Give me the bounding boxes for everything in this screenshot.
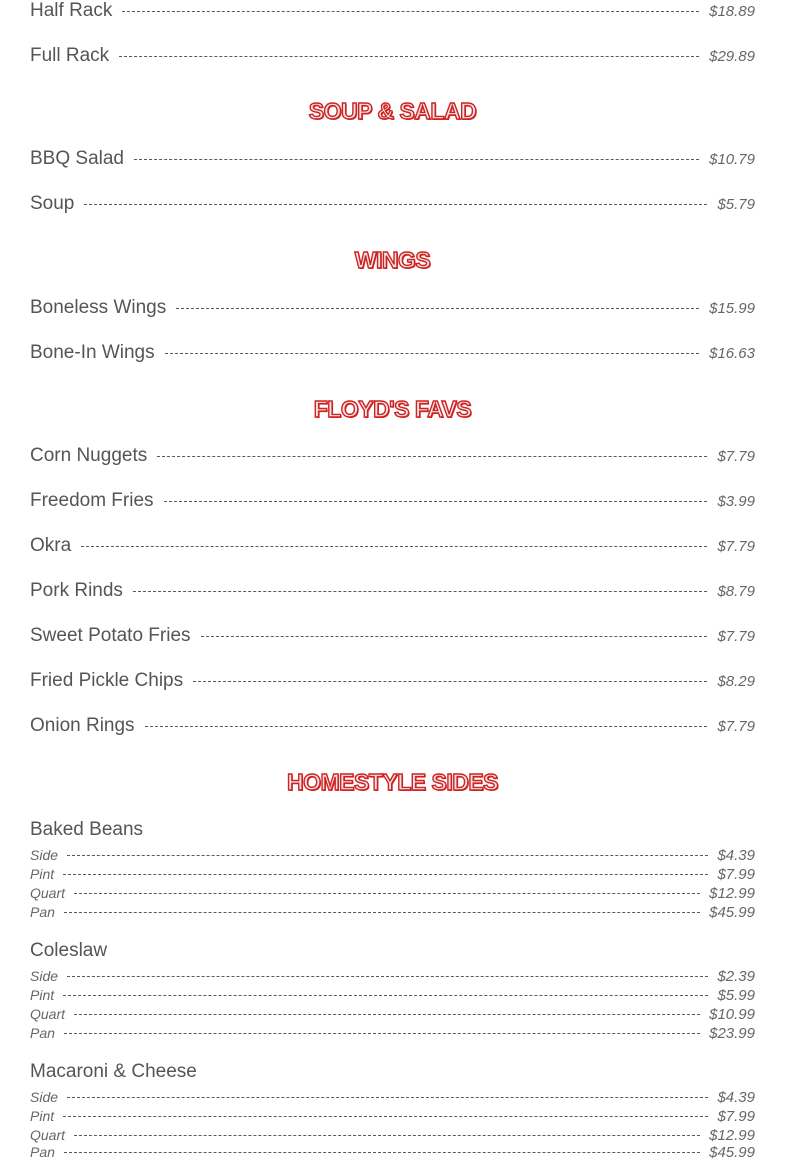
size-price: $23.99 — [709, 1024, 755, 1042]
menu-item-name: Full Rack — [30, 45, 110, 66]
menu-item-name: Corn Nuggets — [30, 445, 148, 466]
menu-item-pork-rinds — [30, 578, 755, 604]
dotted-leader — [64, 1033, 700, 1034]
size-price: $2.39 — [717, 967, 755, 985]
dotted-leader — [63, 995, 708, 996]
size-price: $12.99 — [709, 884, 755, 902]
menu-item-name: Sweet Potato Fries — [30, 625, 191, 646]
side-group-title-macaroni-cheese: Macaroni & Cheese — [30, 1061, 197, 1082]
size-price: $5.99 — [717, 986, 755, 1004]
menu-item-name: Soup — [30, 193, 75, 214]
size-price: $7.99 — [717, 865, 755, 883]
size-price: $10.99 — [709, 1005, 755, 1023]
menu-item-full-rack — [30, 43, 755, 69]
size-name: Pan — [30, 904, 55, 920]
size-name: Pan — [30, 1144, 55, 1160]
menu-item-price: $7.79 — [717, 447, 755, 465]
menu-item-price: $16.63 — [709, 344, 755, 362]
dotted-leader — [157, 456, 707, 457]
dotted-leader — [63, 1116, 708, 1117]
menu-item-bbq-salad — [30, 146, 755, 172]
dotted-leader — [164, 501, 708, 502]
menu-item-corn-nuggets — [30, 443, 755, 469]
section-title-soup-salad: SOUP & SALAD — [308, 98, 477, 124]
menu-item-price: $8.29 — [717, 672, 755, 690]
dotted-leader — [74, 1014, 700, 1015]
size-name: Pint — [30, 987, 55, 1003]
menu-item-name: Boneless Wings — [30, 297, 167, 318]
menu-item-name: Onion Rings — [30, 715, 135, 736]
dotted-leader — [81, 546, 707, 547]
section-title-homestyle-sides: HOMESTYLE SIDES — [286, 769, 499, 795]
menu-item-half-rack — [30, 0, 755, 24]
menu-item-price: $18.89 — [709, 2, 755, 20]
size-row-pan — [30, 1024, 755, 1042]
dotted-leader — [63, 874, 708, 875]
menu-item-freedom-fries — [30, 488, 755, 514]
size-row-side — [30, 967, 755, 985]
dotted-leader — [165, 353, 699, 354]
size-row-pint — [30, 1107, 755, 1125]
menu-item-bone-in-wings — [30, 340, 755, 366]
menu-item-price: $5.79 — [717, 195, 755, 213]
menu-item-name: Fried Pickle Chips — [30, 670, 184, 691]
size-price: $12.99 — [709, 1126, 755, 1144]
size-row-side — [30, 846, 755, 864]
menu-item-boneless-wings — [30, 295, 755, 321]
menu-item-price: $8.79 — [717, 582, 755, 600]
size-price: $4.39 — [717, 846, 755, 864]
menu-item-name: BBQ Salad — [30, 148, 124, 169]
side-group-title-baked-beans: Baked Beans — [30, 819, 144, 840]
side-group-title-coleslaw: Coleslaw — [30, 940, 108, 961]
dotted-leader — [74, 893, 700, 894]
menu-item-fried-pickle-chips — [30, 668, 755, 694]
menu-item-soup — [30, 191, 755, 217]
size-row-quart — [30, 1005, 755, 1023]
menu-item-name: Freedom Fries — [30, 490, 154, 511]
dotted-leader — [145, 726, 708, 727]
menu-item-price: $3.99 — [717, 492, 755, 510]
dotted-leader — [74, 1135, 700, 1136]
menu-item-price: $7.79 — [717, 717, 755, 735]
size-name: Side — [30, 968, 59, 984]
size-row-quart — [30, 1126, 755, 1144]
size-row-pan — [30, 903, 755, 921]
dotted-leader — [133, 591, 708, 592]
size-name: Quart — [30, 1127, 66, 1143]
menu-item-price: $7.79 — [717, 537, 755, 555]
menu-item-name: Okra — [30, 535, 72, 556]
menu-item-name: Pork Rinds — [30, 580, 123, 601]
menu-item-onion-rings — [30, 713, 755, 739]
menu-item-name: Half Rack — [30, 0, 113, 21]
dotted-leader — [67, 855, 708, 856]
menu-item-name: Bone-In Wings — [30, 342, 155, 363]
size-row-pan — [30, 1143, 755, 1161]
size-name: Side — [30, 847, 59, 863]
dotted-leader — [84, 204, 707, 205]
dotted-leader — [122, 11, 699, 12]
size-price: $45.99 — [709, 1143, 755, 1161]
size-price: $7.99 — [717, 1107, 755, 1125]
size-name: Quart — [30, 1006, 66, 1022]
dotted-leader — [64, 912, 700, 913]
dotted-leader — [67, 976, 708, 977]
dotted-leader — [176, 308, 699, 309]
dotted-leader — [119, 56, 699, 57]
menu-item-price: $15.99 — [709, 299, 755, 317]
menu-item-price: $7.79 — [717, 627, 755, 645]
size-row-pint — [30, 865, 755, 883]
size-row-side — [30, 1088, 755, 1106]
section-title-wings: WINGS — [354, 247, 431, 273]
dotted-leader — [193, 681, 707, 682]
menu-item-price: $10.79 — [709, 150, 755, 168]
size-price: $4.39 — [717, 1088, 755, 1106]
dotted-leader — [67, 1097, 708, 1098]
section-title-floyds-favs: FLOYD'S FAVS — [313, 396, 472, 422]
menu-item-okra — [30, 533, 755, 559]
menu-item-sweet-potato-fries — [30, 623, 755, 649]
dotted-leader — [64, 1152, 700, 1153]
menu-item-price: $29.89 — [709, 47, 755, 65]
size-name: Pan — [30, 1025, 55, 1041]
size-price: $45.99 — [709, 903, 755, 921]
size-row-quart — [30, 884, 755, 902]
dotted-leader — [134, 159, 699, 160]
dotted-leader — [201, 636, 708, 637]
size-name: Quart — [30, 885, 66, 901]
size-row-pint — [30, 986, 755, 1004]
size-name: Pint — [30, 866, 55, 882]
size-name: Pint — [30, 1108, 55, 1124]
size-name: Side — [30, 1089, 59, 1105]
